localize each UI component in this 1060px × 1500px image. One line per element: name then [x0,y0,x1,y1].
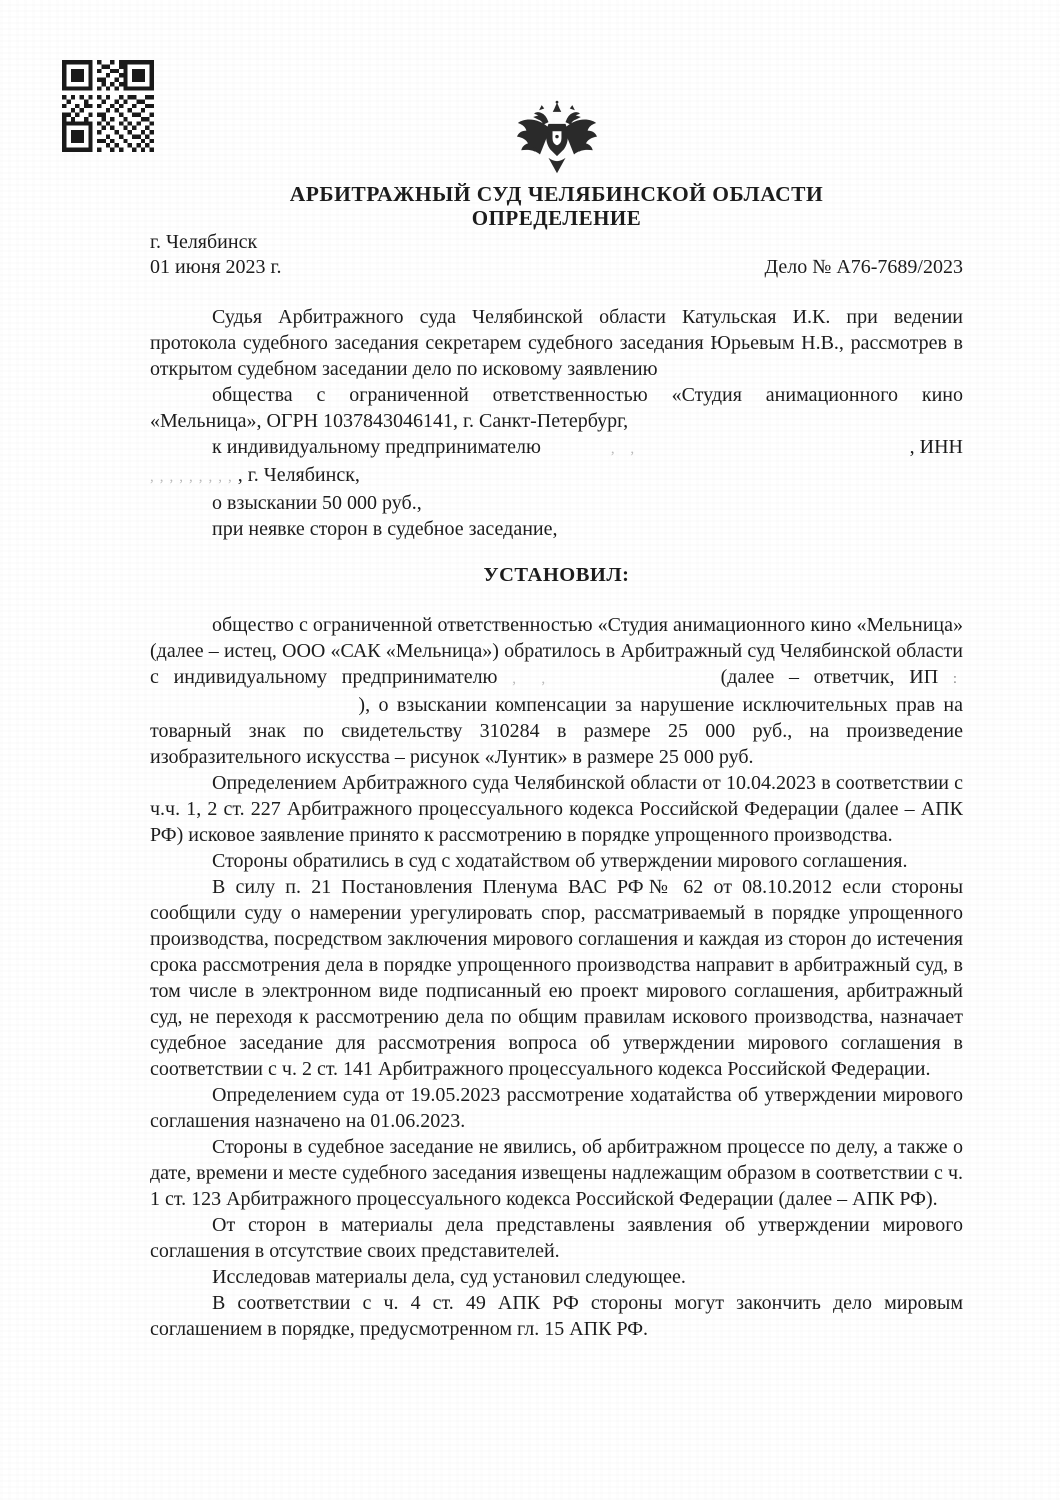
paragraph-plaintiff: общества с ограниченной ответственностью «Студия анимационного кино «Мельница», ОГРН 1037843046141, г. Санкт-Петербург, [150,384,963,432]
redacted-name-remnant: , , [610,441,641,457]
defendant-text-end: , г. Челябинск, [237,464,360,486]
claim-text-end: ), о взыскании компенсации за нарушение исключительных прав на товарный знак по свидетельству 310284 в размере 25 000 руб., на произведение изобразительного искусства – рисунок «Лунтик» в размере 25 000 руб. [150,694,964,768]
paragraph-settlement-request: Стороны обратились в суд с ходатайством об утверждении мирового соглашения. [212,850,908,872]
paragraph-ruling-10-04: Определением Арбитражного суда Челябинской области от 10.04.2023 в соответствии с ч.ч. 1, 2 ст. 227 Арбитражного процессуального кодекса Российской Федерации (далее – АПК РФ) исковое заявление принято к рассмотрению в порядке упрощенного производства. [150,772,963,846]
paragraph-parties-notified: Стороны в судебное заседание не явились, об арбитражном процессе по делу, а также о дате, времени и месте судебного заседания извещены надлежащим образом в соответствии с ч. 1 ст. 123 Арбитражного процессуального кодекса Российской Федерации (далее – АПК РФ). [150,1136,963,1210]
paragraph-court-findings: Исследовав материалы дела, суд установил следующее. [212,1266,686,1288]
paragraph-statements-filed: От сторон в материалы дела представлены заявления об утверждении мирового соглашения в отсутствие своих представителей. [150,1214,963,1262]
paragraph-ruling-19-05: Определением суда от 19.05.2023 рассмотрение ходатайства об утверждении мирового соглашения назначено на 01.06.2023. [150,1084,963,1132]
redacted-colon-remnant: : [952,671,964,687]
defendant-text-mid: , ИНН [909,436,963,458]
redacted-name-remnant-2: , , [512,671,552,687]
date-case-row [150,256,963,279]
paragraph-apk-49: В соответствии с ч. 4 ст. 49 АПК РФ стороны могут закончить дело мировым соглашением в порядке, предусмотренном гл. 15 АПК РФ. [150,1292,963,1340]
paragraph-claim-details [150,612,963,770]
claim-text-mid: (далее – ответчик, ИП [720,666,939,688]
defendant-text-start: к индивидуальному предпринимателю [212,436,541,458]
claim-text-start: общество с ограниченной ответственностью «Студия анимационного кино «Мельница» (далее – истец, ООО «САК «Мельница») обратилось в Арбитражный суд Челябинской области с индивидуальному предпринимателю [150,614,963,688]
document-date: 01 июня 2023 г. [150,256,282,278]
document-body [150,304,963,1342]
paragraph-plenum-rule: В силу п. 21 Постановления Пленума ВАС РФ№ 62 от 08.10.2012 если стороны сообщили суду о намерении урегулировать спор, рассматриваемый в порядке упрощенного производства, посредством заключения мирового соглашения и каждая из сторон до истечения срока рассмотрения дела в порядке упрощенного производства направит в арбитражный суд, в том числе в электронном виде подписанный ею проект мирового соглашения, арбитражный суд, не переходя к рассмотрению дела по общим правилам искового производства, назначает судебное заседание для рассмотрения вопроса об утверждении мирового соглашения в соответствии с ч. 2 ст. 141 Арбитражного процессуального кодекса Российской Федерации. [150,876,963,1080]
paragraph-defendant-line1 [150,434,963,462]
city-label: г. Челябинск [150,231,258,253]
qr-code-icon [62,60,154,152]
paragraph-defendant-line2 [150,462,963,490]
case-number: Дело № А76-7689/2023 [764,256,963,278]
paragraph-judge-intro: Судья Арбитражного суда Челябинской области Катульская И.К. при ведении протокола судебного заседания секретарем судебного заседания Юрьевым Н.В., рассмотрев в открытом судебном заседании дело по исковому заявлению [150,306,963,380]
court-name-title: АРБИТРАЖНЫЙ СУД ЧЕЛЯБИНСКОЙ ОБЛАСТИ [289,182,824,206]
paragraph-absence-note: при неявке сторон в судебное заседание, [212,518,558,540]
ustanovil-heading: УСТАНОВИЛ: [483,564,630,586]
redacted-inn-remnant: ,,,,,,,,, [150,469,238,485]
coat-of-arms-eagle-icon [514,100,600,180]
paragraph-claim-amount: о взыскании 50 000 руб., [212,492,422,514]
document-type-title: ОПРЕДЕЛЕНИЕ [471,206,642,230]
